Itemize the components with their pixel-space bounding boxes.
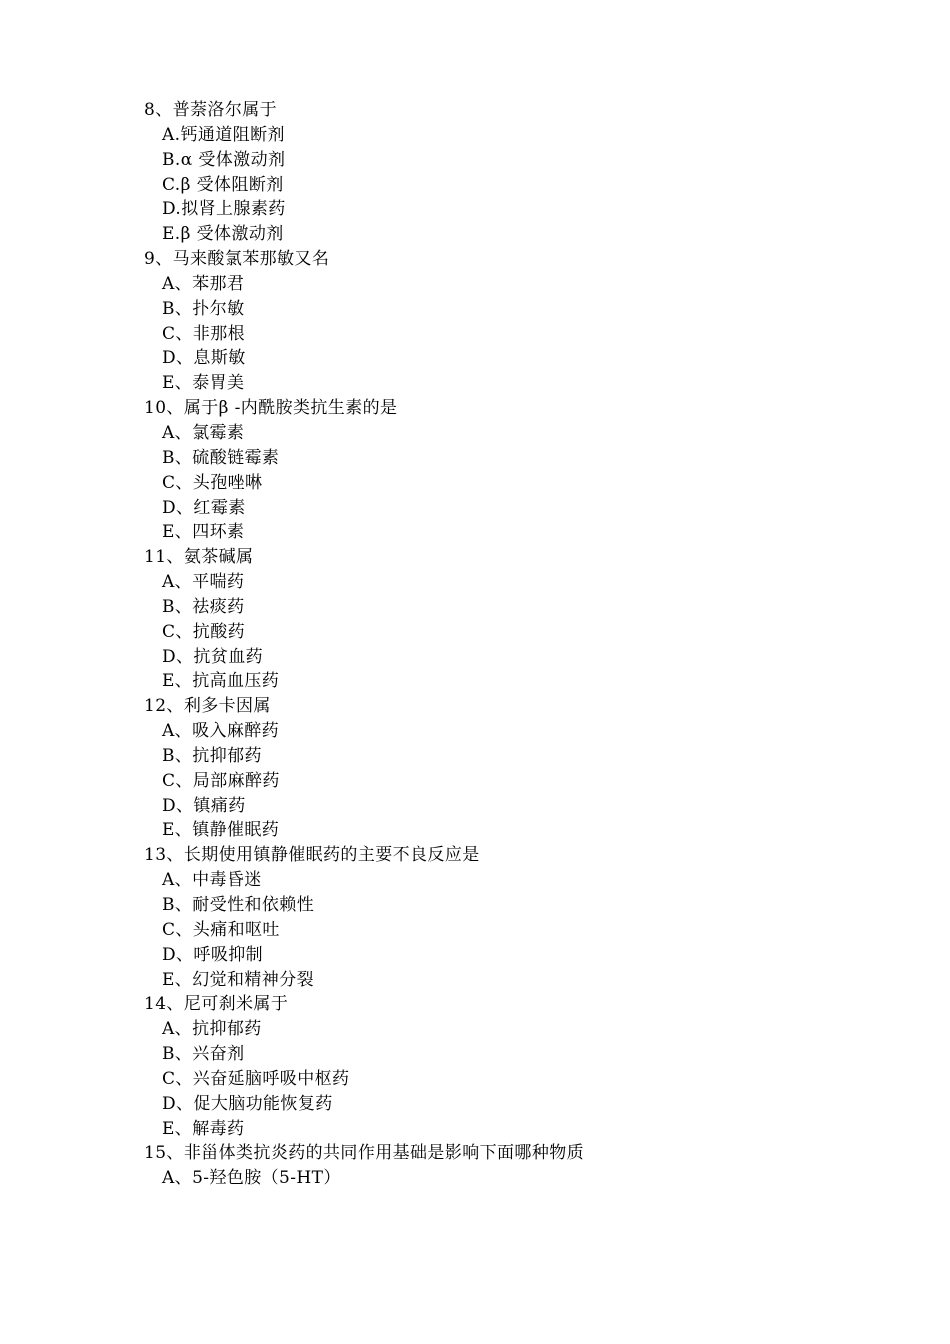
answer-option: A、抗抑郁药 xyxy=(162,1019,262,1040)
question-text: 13、长期使用镇静催眠药的主要不良反应是 xyxy=(144,845,480,866)
question-block xyxy=(144,396,844,545)
answer-option: E、泰胃美 xyxy=(162,373,245,394)
answer-option: C、局部麻醉药 xyxy=(162,770,280,791)
answer-option: D、促大脑功能恢复药 xyxy=(162,1093,333,1114)
answer-option: E、解毒药 xyxy=(162,1118,245,1139)
question-text: 8、普萘洛尔属于 xyxy=(144,100,278,120)
answer-option: A、氯霉素 xyxy=(162,422,245,443)
answer-option: B、耐受性和依赖性 xyxy=(162,895,315,915)
answer-option: B、硫酸链霉素 xyxy=(162,447,280,468)
question-block xyxy=(144,247,844,396)
answer-option: A、平喘药 xyxy=(162,572,245,593)
answer-option: A、苯那君 xyxy=(162,273,245,294)
answer-option: B、抗抑郁药 xyxy=(162,745,262,766)
answer-option: C、非那根 xyxy=(162,323,246,344)
answer-option: D、抗贫血药 xyxy=(162,646,264,667)
answer-option: C、头痛和呕吐 xyxy=(162,919,280,940)
answer-option: D、镇痛药 xyxy=(162,795,246,816)
answer-option: D、息斯敏 xyxy=(162,348,246,369)
question-text: 15、非甾体类抗炎药的共同作用基础是影响下面哪种物质 xyxy=(144,1143,585,1164)
question-block xyxy=(144,545,844,694)
question-block xyxy=(144,98,844,247)
answer-option: A、5-羟色胺（5-HT） xyxy=(162,1168,341,1189)
question-text: 11、氨茶碱属 xyxy=(144,547,254,568)
answer-option: E、幻觉和精神分裂 xyxy=(162,969,315,990)
answer-option: A、吸入麻醉药 xyxy=(162,721,280,742)
answer-option: E、镇静催眠药 xyxy=(162,820,280,841)
question-block xyxy=(144,843,844,992)
answer-option: E.β 受体激动剂 xyxy=(162,224,284,245)
answer-option: E、抗高血压药 xyxy=(162,671,280,692)
question-block xyxy=(144,992,844,1141)
question-text: 9、马来酸氯苯那敏又名 xyxy=(144,249,330,270)
answer-option: C、头孢唑啉 xyxy=(162,472,263,493)
answer-option: B、扑尔敏 xyxy=(162,298,245,319)
question-block xyxy=(144,1141,844,1191)
answer-option: C、抗酸药 xyxy=(162,621,246,642)
answer-option: D、呼吸抑制 xyxy=(162,944,264,965)
answer-option: B、兴奋剂 xyxy=(162,1044,245,1065)
answer-option: B、祛痰药 xyxy=(162,596,245,617)
question-text: 10、属于β -内酰胺类抗生素的是 xyxy=(144,398,398,419)
answer-option: E、四环素 xyxy=(162,522,245,543)
answer-option: A、中毒昏迷 xyxy=(162,870,262,891)
question-block xyxy=(144,694,844,843)
answer-option: D、红霉素 xyxy=(162,497,246,518)
question-text: 12、利多卡因属 xyxy=(144,696,271,717)
answer-option: A.钙通道阻断剂 xyxy=(162,124,285,145)
answer-option: B.α 受体激动剂 xyxy=(162,149,286,170)
question-list xyxy=(144,98,844,1191)
answer-option: C.β 受体阻断剂 xyxy=(162,174,284,195)
answer-option: C、兴奋延脑呼吸中枢药 xyxy=(162,1068,350,1089)
answer-option: D.拟肾上腺素药 xyxy=(162,199,286,220)
question-text: 14、尼可刹米属于 xyxy=(144,994,289,1015)
